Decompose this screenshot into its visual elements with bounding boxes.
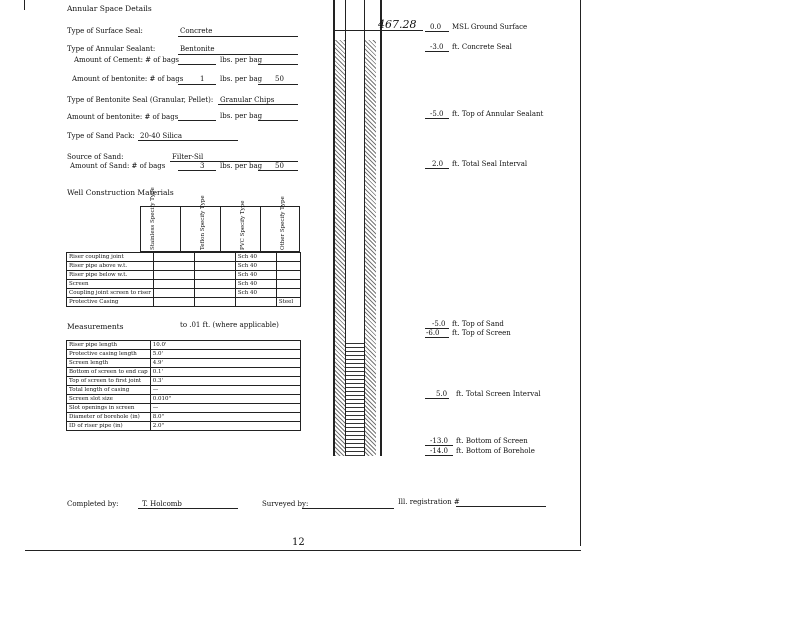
annot-2-label: ft. Top of Annular Sealant: [452, 110, 544, 118]
section-title: Annular Space Details: [67, 4, 152, 13]
bentonite-bags-unit: lbs. per bag: [220, 75, 263, 83]
table-row: Diameter of borehole (in) 8.0": [67, 413, 301, 422]
completed-value: T. Holcomb: [142, 500, 182, 508]
annot-1-label: ft. Concrete Seal: [452, 43, 512, 51]
measurements-heading: Measurements: [67, 322, 124, 331]
table-row: Screen slot size 0.010": [67, 395, 301, 404]
annular-sealant-label: Type of Annular Sealant:: [67, 45, 156, 53]
table-row: Top of screen to first joint 0.3': [67, 377, 301, 386]
annot-4-value: -5.0: [432, 320, 446, 328]
sand-pack-label: Type of Sand Pack:: [67, 132, 135, 140]
sand-bags-count: 3: [200, 162, 205, 170]
annot-8-label: ft. Bottom of Borehole: [456, 447, 535, 455]
page-border-bottom: [25, 550, 581, 551]
bentonite-seal-value: Granular Chips: [220, 96, 275, 104]
surveyed-label: Surveyed by:: [262, 500, 309, 508]
measurements-units: to .01 ft. (where applicable): [180, 321, 279, 329]
well-screen: [345, 340, 365, 456]
annot-7-value: -13.0: [430, 437, 448, 445]
bentonite-bags-weight: 50: [275, 75, 284, 83]
annot-6-label: ft. Total Screen Interval: [456, 390, 541, 398]
col-teflon: Teflon Specify Type: [200, 195, 206, 250]
table-row: Riser pipe length 10.0': [67, 341, 301, 350]
elevation-label: 467.28: [378, 18, 417, 31]
table-row: Screen Sch 40: [67, 280, 301, 289]
table-row: Total length of casing —: [67, 386, 301, 395]
annot-8-value: -14.0: [430, 447, 448, 455]
surface-seal-value: Concrete: [180, 27, 213, 35]
annot-7-label: ft. Bottom of Screen: [456, 437, 528, 445]
annot-2-value: -5.0: [430, 110, 444, 118]
annot-0-value: 0.0: [430, 23, 442, 31]
sand-source-label: Source of Sand:: [67, 153, 124, 161]
sand-bags-unit: lbs. per bag: [220, 162, 263, 170]
table-row: Protective casing length 5.0': [67, 350, 301, 359]
surface-seal-label: Type of Surface Seal:: [67, 27, 143, 35]
annot-6-value: 5.0: [436, 390, 448, 398]
annular-fill-right: [364, 40, 376, 456]
page-border-left: [24, 0, 25, 10]
table-row: Protective Casing Steel: [67, 298, 301, 307]
annot-3-label: ft. Total Seal Interval: [452, 160, 528, 168]
bentonite-bags-count: 1: [200, 75, 205, 83]
table-row: Slot openings in screen —: [67, 404, 301, 413]
annot-1-value: -3.0: [430, 43, 444, 51]
table-row: Riser pipe above w.t. Sch 40: [67, 262, 301, 271]
sand-bags-label: Amount of Sand: # of bags: [70, 162, 166, 170]
completed-label: Completed by:: [67, 500, 119, 508]
annot-4-label: ft. Top of Sand: [452, 320, 504, 328]
annular-fill-left: [335, 40, 345, 456]
table-row: ID of riser pipe (in) 2.0": [67, 422, 301, 431]
sand-source-value: Filter-Sil: [172, 153, 204, 161]
table-row: Bottom of screen to end cap 0.1': [67, 368, 301, 377]
annot-5-label: ft. Top of Screen: [452, 329, 511, 337]
construction-table: [66, 252, 301, 307]
table-row: Screen length 4.9': [67, 359, 301, 368]
page-border-right: [580, 0, 581, 546]
col-pvc: PVC Specify Type: [240, 200, 246, 250]
bentonite-amount-label: Amount of bentonite: # of bags: [67, 113, 179, 121]
col-other: Other Specify Type: [280, 196, 286, 250]
bentonite-bags-label: Amount of bentonite: # of bags: [72, 75, 184, 83]
col-stainless: Stainless Specify Type: [150, 187, 156, 250]
annot-5-value: -6.0: [426, 329, 440, 337]
measurements-table: [66, 340, 301, 431]
cement-bags-unit: lbs. per bag: [220, 56, 263, 64]
page-number: 12: [292, 537, 305, 548]
annot-3-value: 2.0: [432, 160, 444, 168]
registration-label: Ill. registration #: [398, 498, 460, 506]
bentonite-amount-unit: lbs. per bag: [220, 112, 263, 120]
cement-bags-label: Amount of Cement: # of bags: [74, 56, 180, 64]
bentonite-seal-label: Type of Bentonite Seal (Granular, Pellet):: [67, 96, 214, 104]
table-row: Riser coupling joint Sch 40: [67, 253, 301, 262]
sand-pack-value: 20-40 Silica: [140, 132, 183, 140]
table-row: Coupling joint screen to riser Sch 40: [67, 289, 301, 298]
annot-0-label: MSL Ground Surface: [452, 23, 528, 31]
sand-bags-weight: 50: [275, 162, 284, 170]
construction-heading: Well Construction Materials: [67, 188, 174, 197]
table-row: Riser pipe below w.t. Sch 40: [67, 271, 301, 280]
annular-sealant-value: Bentonite: [180, 45, 215, 53]
